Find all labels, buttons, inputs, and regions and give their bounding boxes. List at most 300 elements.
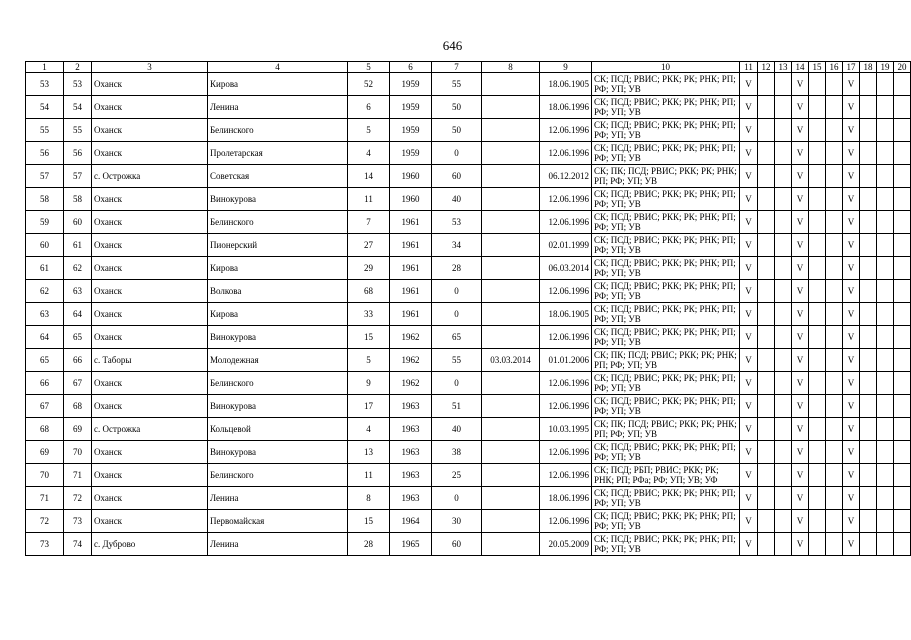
settlement-cell: Оханск — [92, 464, 208, 487]
wear-percent-cell: 0 — [432, 142, 482, 165]
year-built-cell: 1959 — [390, 119, 432, 142]
flag-18-cell — [860, 73, 877, 96]
flag-13-cell — [775, 142, 792, 165]
date-col8-cell — [482, 372, 540, 395]
flag-13-cell — [775, 96, 792, 119]
flag-15-cell — [809, 303, 826, 326]
flag-14-cell: V — [792, 96, 809, 119]
col-header: 14 — [792, 62, 809, 73]
flag-14-cell: V — [792, 165, 809, 188]
flag-19-cell — [877, 211, 894, 234]
table-row — [26, 119, 911, 142]
house-number-cell: 33 — [348, 303, 390, 326]
house-number-cell: 29 — [348, 257, 390, 280]
col-header: 17 — [843, 62, 860, 73]
street-cell: Винокурова — [208, 188, 348, 211]
flag-18-cell — [860, 533, 877, 556]
street-cell: Белинского — [208, 119, 348, 142]
record-number-cell: 61 — [64, 234, 92, 257]
street-cell: Пионерский — [208, 234, 348, 257]
flag-19-cell — [877, 441, 894, 464]
row-index-cell: 65 — [26, 349, 64, 372]
year-built-cell: 1962 — [390, 326, 432, 349]
flag-11-cell: V — [740, 533, 758, 556]
flag-19-cell — [877, 326, 894, 349]
flag-20-cell — [894, 96, 911, 119]
table-row — [26, 303, 911, 326]
street-cell: Кирова — [208, 73, 348, 96]
flag-16-cell — [826, 142, 843, 165]
settlement-cell: Оханск — [92, 119, 208, 142]
flag-17-cell: V — [843, 395, 860, 418]
flag-17-cell: V — [843, 349, 860, 372]
flag-12-cell — [758, 119, 775, 142]
flag-16-cell — [826, 234, 843, 257]
flag-16-cell — [826, 487, 843, 510]
year-built-cell: 1959 — [390, 73, 432, 96]
date-col8-cell — [482, 211, 540, 234]
flag-20-cell — [894, 165, 911, 188]
flag-11-cell: V — [740, 211, 758, 234]
services-cell: СК; ПСД; РВИС; РКК; РК; РНК; РП; РФ; УП; УВ — [592, 533, 740, 556]
date-col8-cell — [482, 395, 540, 418]
flag-18-cell — [860, 257, 877, 280]
flag-15-cell — [809, 280, 826, 303]
flag-19-cell — [877, 418, 894, 441]
table-row — [26, 510, 911, 533]
services-cell: СК; ПК; ПСД; РВИС; РКК; РК; РНК; РП; РФ; УП; УВ — [592, 349, 740, 372]
flag-13-cell — [775, 234, 792, 257]
row-index-cell: 58 — [26, 188, 64, 211]
settlement-cell: Оханск — [92, 142, 208, 165]
services-cell: СК; ПСД; РВИС; РКК; РК; РНК; РП; РФ; УП; УВ — [592, 510, 740, 533]
flag-17-cell: V — [843, 533, 860, 556]
flag-17-cell: V — [843, 441, 860, 464]
date-col9-cell: 18.06.1996 — [540, 96, 592, 119]
house-number-cell: 27 — [348, 234, 390, 257]
settlement-cell: Оханск — [92, 280, 208, 303]
date-col8-cell — [482, 96, 540, 119]
flag-19-cell — [877, 487, 894, 510]
flag-14-cell: V — [792, 349, 809, 372]
flag-17-cell: V — [843, 464, 860, 487]
col-header: 4 — [208, 62, 348, 73]
flag-15-cell — [809, 257, 826, 280]
flag-16-cell — [826, 418, 843, 441]
year-built-cell: 1959 — [390, 96, 432, 119]
flag-16-cell — [826, 441, 843, 464]
services-cell: СК; ПСД; РВИС; РКК; РК; РНК; РП; РФ; УП; УВ — [592, 234, 740, 257]
table-row — [26, 464, 911, 487]
flag-19-cell — [877, 234, 894, 257]
flag-16-cell — [826, 211, 843, 234]
year-built-cell: 1963 — [390, 418, 432, 441]
flag-12-cell — [758, 510, 775, 533]
flag-20-cell — [894, 280, 911, 303]
flag-13-cell — [775, 418, 792, 441]
date-col9-cell: 06.12.2012 — [540, 165, 592, 188]
flag-16-cell — [826, 395, 843, 418]
street-cell: Белинского — [208, 372, 348, 395]
row-index-cell: 67 — [26, 395, 64, 418]
col-header: 6 — [390, 62, 432, 73]
flag-19-cell — [877, 142, 894, 165]
wear-percent-cell: 51 — [432, 395, 482, 418]
header-row — [26, 62, 911, 73]
table-row — [26, 96, 911, 119]
date-col8-cell — [482, 533, 540, 556]
flag-20-cell — [894, 533, 911, 556]
flag-18-cell — [860, 441, 877, 464]
flag-12-cell — [758, 464, 775, 487]
house-number-cell: 7 — [348, 211, 390, 234]
record-number-cell: 66 — [64, 349, 92, 372]
flag-18-cell — [860, 165, 877, 188]
flag-11-cell: V — [740, 73, 758, 96]
flag-18-cell — [860, 349, 877, 372]
flag-14-cell: V — [792, 188, 809, 211]
flag-14-cell: V — [792, 119, 809, 142]
flag-17-cell: V — [843, 188, 860, 211]
flag-15-cell — [809, 73, 826, 96]
date-col9-cell: 18.06.1905 — [540, 303, 592, 326]
date-col9-cell: 01.01.2006 — [540, 349, 592, 372]
flag-15-cell — [809, 487, 826, 510]
date-col8-cell — [482, 119, 540, 142]
flag-16-cell — [826, 257, 843, 280]
services-cell: СК; ПСД; РВИС; РКК; РК; РНК; РП; РФ; УП; УВ — [592, 119, 740, 142]
flag-14-cell: V — [792, 464, 809, 487]
record-number-cell: 58 — [64, 188, 92, 211]
flag-15-cell — [809, 441, 826, 464]
col-header: 18 — [860, 62, 877, 73]
flag-16-cell — [826, 188, 843, 211]
date-col9-cell: 18.06.1996 — [540, 487, 592, 510]
table-row — [26, 487, 911, 510]
wear-percent-cell: 0 — [432, 372, 482, 395]
row-index-cell: 53 — [26, 73, 64, 96]
record-number-cell: 60 — [64, 211, 92, 234]
flag-14-cell: V — [792, 234, 809, 257]
date-col9-cell: 02.01.1999 — [540, 234, 592, 257]
row-index-cell: 56 — [26, 142, 64, 165]
flag-16-cell — [826, 165, 843, 188]
year-built-cell: 1961 — [390, 280, 432, 303]
year-built-cell: 1963 — [390, 487, 432, 510]
flag-13-cell — [775, 211, 792, 234]
col-header: 12 — [758, 62, 775, 73]
wear-percent-cell: 25 — [432, 464, 482, 487]
street-cell: Кирова — [208, 303, 348, 326]
flag-20-cell — [894, 349, 911, 372]
date-col8-cell — [482, 188, 540, 211]
flag-17-cell: V — [843, 211, 860, 234]
flag-12-cell — [758, 234, 775, 257]
flag-12-cell — [758, 441, 775, 464]
house-number-cell: 11 — [348, 188, 390, 211]
services-cell: СК; ПСД; РВИС; РКК; РК; РНК; РП; РФ; УП; УВ — [592, 326, 740, 349]
flag-11-cell: V — [740, 372, 758, 395]
settlement-cell: Оханск — [92, 326, 208, 349]
col-header: 3 — [92, 62, 208, 73]
row-index-cell: 71 — [26, 487, 64, 510]
col-header: 15 — [809, 62, 826, 73]
flag-13-cell — [775, 510, 792, 533]
settlement-cell: Оханск — [92, 372, 208, 395]
flag-14-cell: V — [792, 510, 809, 533]
flag-19-cell — [877, 372, 894, 395]
row-index-cell: 66 — [26, 372, 64, 395]
date-col8-cell — [482, 326, 540, 349]
flag-12-cell — [758, 280, 775, 303]
flag-11-cell: V — [740, 510, 758, 533]
flag-12-cell — [758, 96, 775, 119]
flag-18-cell — [860, 280, 877, 303]
col-header: 20 — [894, 62, 911, 73]
flag-11-cell: V — [740, 349, 758, 372]
flag-11-cell: V — [740, 142, 758, 165]
services-cell: СК; ПСД; РВИС; РКК; РК; РНК; РП; РФ; УП; УВ — [592, 142, 740, 165]
flag-15-cell — [809, 142, 826, 165]
table-row — [26, 372, 911, 395]
record-number-cell: 74 — [64, 533, 92, 556]
flag-11-cell: V — [740, 96, 758, 119]
flag-16-cell — [826, 349, 843, 372]
wear-percent-cell: 34 — [432, 234, 482, 257]
flag-17-cell: V — [843, 303, 860, 326]
flag-17-cell: V — [843, 418, 860, 441]
flag-15-cell — [809, 326, 826, 349]
flag-14-cell: V — [792, 395, 809, 418]
street-cell: Волкова — [208, 280, 348, 303]
table-row — [26, 257, 911, 280]
row-index-cell: 70 — [26, 464, 64, 487]
flag-15-cell — [809, 372, 826, 395]
house-number-cell: 14 — [348, 165, 390, 188]
services-cell: СК; ПСД; РВИС; РКК; РК; РНК; РП; РФ; УП; УВ — [592, 487, 740, 510]
street-cell: Советская — [208, 165, 348, 188]
services-cell: СК; ПСД; РВИС; РКК; РК; РНК; РП; РФ; УП; УВ — [592, 280, 740, 303]
table-row — [26, 326, 911, 349]
date-col9-cell: 12.06.1996 — [540, 510, 592, 533]
flag-16-cell — [826, 119, 843, 142]
flag-11-cell: V — [740, 464, 758, 487]
flag-13-cell — [775, 326, 792, 349]
flag-17-cell: V — [843, 257, 860, 280]
flag-19-cell — [877, 280, 894, 303]
flag-18-cell — [860, 142, 877, 165]
flag-14-cell: V — [792, 441, 809, 464]
flag-12-cell — [758, 257, 775, 280]
flag-12-cell — [758, 165, 775, 188]
flag-13-cell — [775, 395, 792, 418]
flag-20-cell — [894, 234, 911, 257]
flag-16-cell — [826, 73, 843, 96]
flag-13-cell — [775, 73, 792, 96]
record-number-cell: 67 — [64, 372, 92, 395]
flag-13-cell — [775, 349, 792, 372]
table-row — [26, 73, 911, 96]
flag-12-cell — [758, 533, 775, 556]
flag-20-cell — [894, 441, 911, 464]
flag-13-cell — [775, 257, 792, 280]
settlement-cell: Оханск — [92, 211, 208, 234]
flag-17-cell: V — [843, 372, 860, 395]
row-index-cell: 54 — [26, 96, 64, 119]
house-number-cell: 4 — [348, 142, 390, 165]
col-header: 16 — [826, 62, 843, 73]
street-cell: Молодежная — [208, 349, 348, 372]
services-cell: СК; ПК; ПСД; РВИС; РКК; РК; РНК; РП; РФ; УП; УВ — [592, 418, 740, 441]
flag-16-cell — [826, 464, 843, 487]
flag-17-cell: V — [843, 119, 860, 142]
house-number-cell: 13 — [348, 441, 390, 464]
house-number-cell: 4 — [348, 418, 390, 441]
street-cell: Ленина — [208, 533, 348, 556]
flag-20-cell — [894, 119, 911, 142]
date-col8-cell: 03.03.2014 — [482, 349, 540, 372]
flag-11-cell: V — [740, 441, 758, 464]
flag-20-cell — [894, 326, 911, 349]
flag-18-cell — [860, 211, 877, 234]
flag-19-cell — [877, 395, 894, 418]
house-number-cell: 5 — [348, 119, 390, 142]
year-built-cell: 1963 — [390, 441, 432, 464]
year-built-cell: 1961 — [390, 257, 432, 280]
flag-11-cell: V — [740, 257, 758, 280]
row-index-cell: 69 — [26, 441, 64, 464]
flag-18-cell — [860, 487, 877, 510]
date-col8-cell — [482, 418, 540, 441]
date-col9-cell: 12.06.1996 — [540, 119, 592, 142]
table-row — [26, 418, 911, 441]
street-cell: Винокурова — [208, 326, 348, 349]
flag-11-cell: V — [740, 326, 758, 349]
flag-15-cell — [809, 211, 826, 234]
flag-14-cell: V — [792, 533, 809, 556]
flag-19-cell — [877, 533, 894, 556]
date-col9-cell: 12.06.1996 — [540, 211, 592, 234]
flag-15-cell — [809, 418, 826, 441]
year-built-cell: 1959 — [390, 142, 432, 165]
flag-12-cell — [758, 211, 775, 234]
flag-15-cell — [809, 234, 826, 257]
flag-20-cell — [894, 464, 911, 487]
house-number-cell: 28 — [348, 533, 390, 556]
flag-19-cell — [877, 96, 894, 119]
col-header: 11 — [740, 62, 758, 73]
street-cell: Первомайская — [208, 510, 348, 533]
wear-percent-cell: 40 — [432, 418, 482, 441]
flag-13-cell — [775, 441, 792, 464]
flag-12-cell — [758, 395, 775, 418]
row-index-cell: 64 — [26, 326, 64, 349]
services-cell: СК; ПСД; РБП; РВИС; РКК; РК; РНК; РП; РФа; РФ; УП; УВ; УФ — [592, 464, 740, 487]
flag-19-cell — [877, 257, 894, 280]
flag-11-cell: V — [740, 234, 758, 257]
record-number-cell: 65 — [64, 326, 92, 349]
flag-14-cell: V — [792, 418, 809, 441]
table-row — [26, 533, 911, 556]
year-built-cell: 1962 — [390, 349, 432, 372]
services-cell: СК; ПСД; РВИС; РКК; РК; РНК; РП; РФ; УП; УВ — [592, 211, 740, 234]
col-header: 1 — [26, 62, 64, 73]
flag-20-cell — [894, 257, 911, 280]
flag-14-cell: V — [792, 303, 809, 326]
col-header: 5 — [348, 62, 390, 73]
table-body — [26, 73, 911, 556]
table-row — [26, 165, 911, 188]
date-col8-cell — [482, 142, 540, 165]
flag-20-cell — [894, 188, 911, 211]
flag-14-cell: V — [792, 280, 809, 303]
date-col9-cell: 12.06.1996 — [540, 464, 592, 487]
record-number-cell: 54 — [64, 96, 92, 119]
flag-14-cell: V — [792, 372, 809, 395]
wear-percent-cell: 0 — [432, 303, 482, 326]
flag-15-cell — [809, 533, 826, 556]
row-index-cell: 60 — [26, 234, 64, 257]
row-index-cell: 68 — [26, 418, 64, 441]
year-built-cell: 1963 — [390, 395, 432, 418]
flag-18-cell — [860, 395, 877, 418]
date-col9-cell: 12.06.1996 — [540, 372, 592, 395]
flag-19-cell — [877, 73, 894, 96]
flag-20-cell — [894, 142, 911, 165]
flag-14-cell: V — [792, 142, 809, 165]
row-index-cell: 57 — [26, 165, 64, 188]
flag-17-cell: V — [843, 73, 860, 96]
row-index-cell: 62 — [26, 280, 64, 303]
wear-percent-cell: 60 — [432, 533, 482, 556]
row-index-cell: 73 — [26, 533, 64, 556]
date-col9-cell: 20.05.2009 — [540, 533, 592, 556]
wear-percent-cell: 28 — [432, 257, 482, 280]
services-cell: СК; ПСД; РВИС; РКК; РК; РНК; РП; РФ; УП; УВ — [592, 257, 740, 280]
date-col9-cell: 12.06.1996 — [540, 188, 592, 211]
flag-13-cell — [775, 464, 792, 487]
flag-14-cell: V — [792, 211, 809, 234]
wear-percent-cell: 55 — [432, 349, 482, 372]
row-index-cell: 55 — [26, 119, 64, 142]
settlement-cell: с. Дуброво — [92, 533, 208, 556]
flag-16-cell — [826, 326, 843, 349]
settlement-cell: с. Острожка — [92, 418, 208, 441]
flag-16-cell — [826, 372, 843, 395]
page-number: 646 — [442, 38, 463, 53]
flag-17-cell: V — [843, 165, 860, 188]
street-cell: Пролетарская — [208, 142, 348, 165]
house-number-cell: 17 — [348, 395, 390, 418]
flag-19-cell — [877, 349, 894, 372]
flag-11-cell: V — [740, 119, 758, 142]
flag-14-cell: V — [792, 326, 809, 349]
flag-18-cell — [860, 326, 877, 349]
services-cell: СК; ПСД; РВИС; РКК; РК; РНК; РП; РФ; УП; УВ — [592, 96, 740, 119]
wear-percent-cell: 0 — [432, 280, 482, 303]
col-header: 8 — [482, 62, 540, 73]
year-built-cell: 1961 — [390, 211, 432, 234]
record-number-cell: 56 — [64, 142, 92, 165]
services-cell: СК; ПК; ПСД; РВИС; РКК; РК; РНК; РП; РФ; УП; УВ — [592, 165, 740, 188]
settlement-cell: Оханск — [92, 395, 208, 418]
date-col8-cell — [482, 303, 540, 326]
record-number-cell: 71 — [64, 464, 92, 487]
flag-14-cell: V — [792, 73, 809, 96]
date-col9-cell: 12.06.1996 — [540, 441, 592, 464]
flag-12-cell — [758, 303, 775, 326]
settlement-cell: Оханск — [92, 234, 208, 257]
